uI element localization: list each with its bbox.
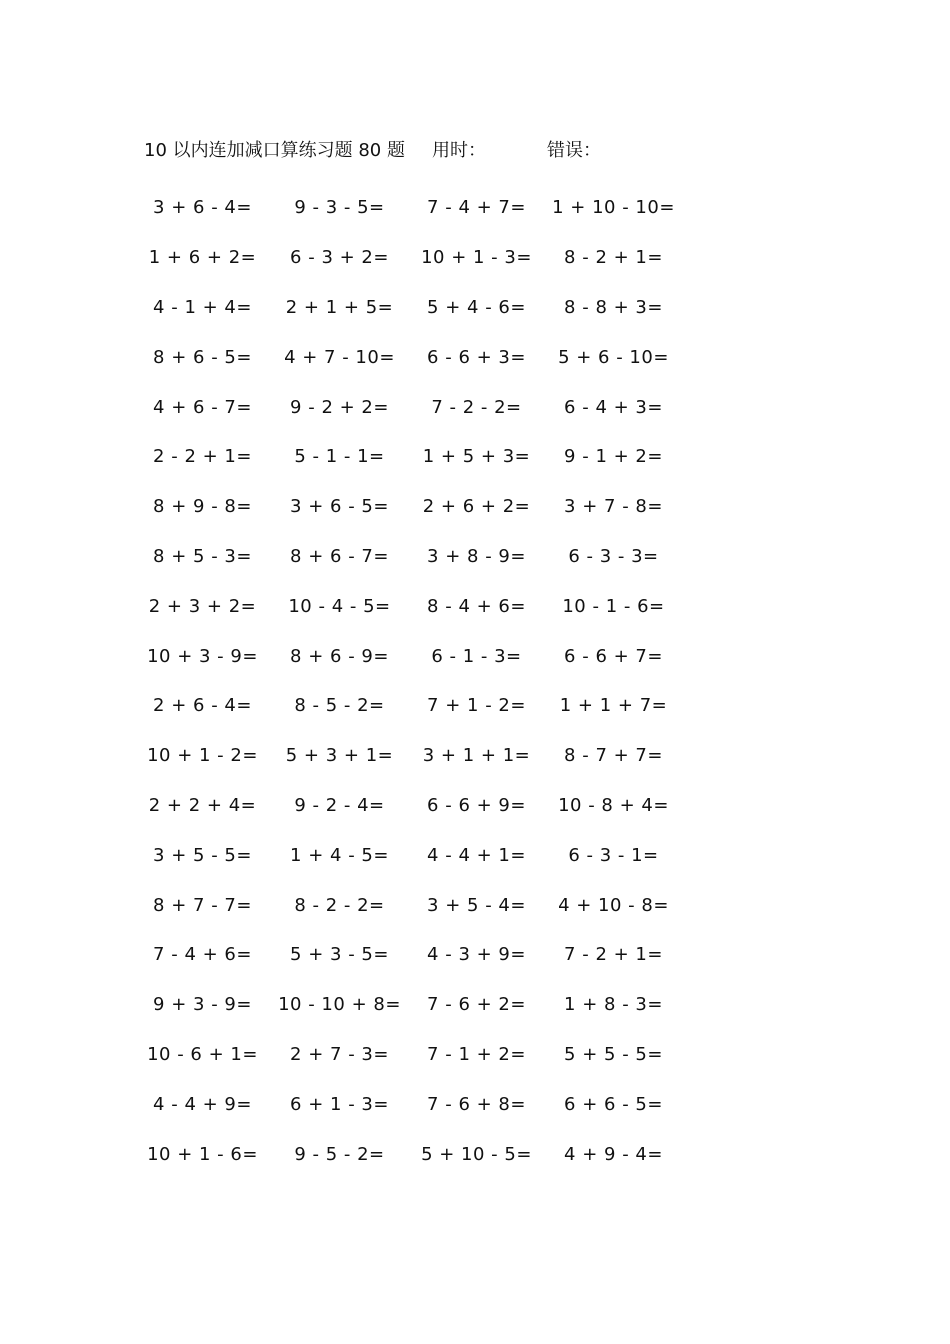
problem-row [134,332,694,382]
math-problem: 10 + 1 - 2= [147,745,258,767]
problem-row [134,183,694,233]
math-problem: 7 - 2 - 2= [431,396,522,418]
math-problem: 8 + 6 - 9= [290,645,389,667]
math-problem: 1 + 5 + 3= [422,446,531,468]
problem-row [134,880,694,930]
math-problem: 2 + 2 + 4= [148,794,257,816]
math-problem: 4 - 3 + 9= [427,944,526,966]
math-problem: 2 + 1 + 5= [285,296,394,318]
math-problem: 5 + 3 + 1= [285,745,394,767]
math-problem: 9 - 1 + 2= [564,446,663,468]
problem-row [134,830,694,880]
math-problem: 8 - 5 - 2= [294,695,385,717]
problem-row [134,233,694,283]
math-problem: 9 - 5 - 2= [294,1143,385,1165]
math-problem: 8 - 8 + 3= [564,296,663,318]
worksheet-title: 10 以内连加减口算练习题 80 题 [144,140,405,161]
math-problem: 10 - 8 + 4= [558,794,669,816]
math-problem: 6 - 3 + 2= [290,247,389,269]
math-problem: 3 + 6 - 4= [153,197,252,219]
math-problem: 5 + 10 - 5= [421,1143,532,1165]
math-problem: 8 + 7 - 7= [153,894,252,916]
math-problem: 7 - 1 + 2= [427,1043,526,1065]
problem-row [134,283,694,333]
math-problem: 6 - 1 - 3= [431,645,522,667]
math-problem: 6 - 4 + 3= [564,396,663,418]
math-problem: 7 + 1 - 2= [427,695,526,717]
math-problem: 6 - 3 - 3= [568,545,659,567]
math-problem: 2 + 7 - 3= [290,1043,389,1065]
math-problem: 10 - 1 - 6= [562,595,665,617]
time-used-label: 用时： [432,140,486,161]
problem-row [134,1079,694,1129]
math-problem: 7 - 6 + 8= [427,1093,526,1115]
math-problem: 6 + 6 - 5= [564,1093,663,1115]
math-problem: 7 - 6 + 2= [427,994,526,1016]
math-problem: 6 + 1 - 3= [290,1093,389,1115]
math-problem: 1 + 8 - 3= [564,994,663,1016]
math-problem: 2 - 2 + 1= [153,446,252,468]
math-problem: 5 + 6 - 10= [558,346,669,368]
problem-row [134,930,694,980]
problem-row [134,482,694,532]
math-problem: 6 - 6 + 3= [427,346,526,368]
problem-row [134,1129,694,1179]
math-problem: 3 + 8 - 9= [427,545,526,567]
math-problem: 3 + 5 - 5= [153,844,252,866]
math-problem: 4 + 7 - 10= [284,346,395,368]
math-problem: 1 + 1 + 7= [559,695,668,717]
math-problem: 5 - 1 - 1= [294,446,385,468]
math-problem: 2 + 3 + 2= [148,595,257,617]
math-problem: 4 - 4 + 1= [427,844,526,866]
problem-row [134,681,694,731]
math-problem: 2 + 6 + 2= [422,496,531,518]
math-problem: 9 - 2 + 2= [290,396,389,418]
math-problem: 8 + 6 - 5= [153,346,252,368]
math-problem: 8 - 4 + 6= [427,595,526,617]
math-problem: 8 - 2 + 1= [564,247,663,269]
problem-row [134,581,694,631]
math-problem: 10 - 4 - 5= [288,595,391,617]
math-problem: 8 + 5 - 3= [153,545,252,567]
errors-label: 错误： [547,140,601,161]
math-problem: 10 + 1 - 3= [421,247,532,269]
math-problem: 8 - 2 - 2= [294,894,385,916]
math-problem: 1 + 6 + 2= [148,247,257,269]
math-problem: 10 + 1 - 6= [147,1143,258,1165]
math-problem: 4 + 9 - 4= [564,1143,663,1165]
math-problem: 4 + 6 - 7= [153,396,252,418]
problem-row [134,980,694,1030]
math-problem: 10 - 6 + 1= [147,1043,258,1065]
math-problem: 6 - 6 + 9= [427,794,526,816]
math-problem: 7 - 4 + 7= [427,197,526,219]
math-problem: 6 - 3 - 1= [568,844,659,866]
math-problem: 7 - 2 + 1= [564,944,663,966]
math-problem: 7 - 4 + 6= [153,944,252,966]
math-problem: 8 + 6 - 7= [290,545,389,567]
math-problem: 3 + 6 - 5= [290,496,389,518]
math-problem: 4 - 4 + 9= [153,1093,252,1115]
problem-grid [134,183,694,1179]
worksheet-header [0,136,950,166]
math-problem: 6 - 6 + 7= [564,645,663,667]
problem-row [134,1030,694,1080]
math-problem: 9 - 2 - 4= [294,794,385,816]
math-problem: 5 + 3 - 5= [290,944,389,966]
math-problem: 5 + 5 - 5= [564,1043,663,1065]
problem-row [134,382,694,432]
problem-row [134,731,694,781]
math-problem: 1 + 10 - 10= [552,197,675,219]
problem-row [134,781,694,831]
problem-row [134,532,694,582]
math-problem: 2 + 6 - 4= [153,695,252,717]
math-problem: 10 + 3 - 9= [147,645,258,667]
math-problem: 1 + 4 - 5= [290,844,389,866]
math-problem: 3 + 5 - 4= [427,894,526,916]
math-problem: 4 + 10 - 8= [558,894,669,916]
math-problem: 8 + 9 - 8= [153,496,252,518]
math-problem: 5 + 4 - 6= [427,296,526,318]
math-problem: 3 + 7 - 8= [564,496,663,518]
math-problem: 3 + 1 + 1= [422,745,531,767]
math-problem: 9 + 3 - 9= [153,994,252,1016]
problem-row [134,631,694,681]
math-problem: 4 - 1 + 4= [153,296,252,318]
math-problem: 8 - 7 + 7= [564,745,663,767]
problem-row [134,432,694,482]
math-problem: 9 - 3 - 5= [294,197,385,219]
math-problem: 10 - 10 + 8= [278,994,401,1016]
